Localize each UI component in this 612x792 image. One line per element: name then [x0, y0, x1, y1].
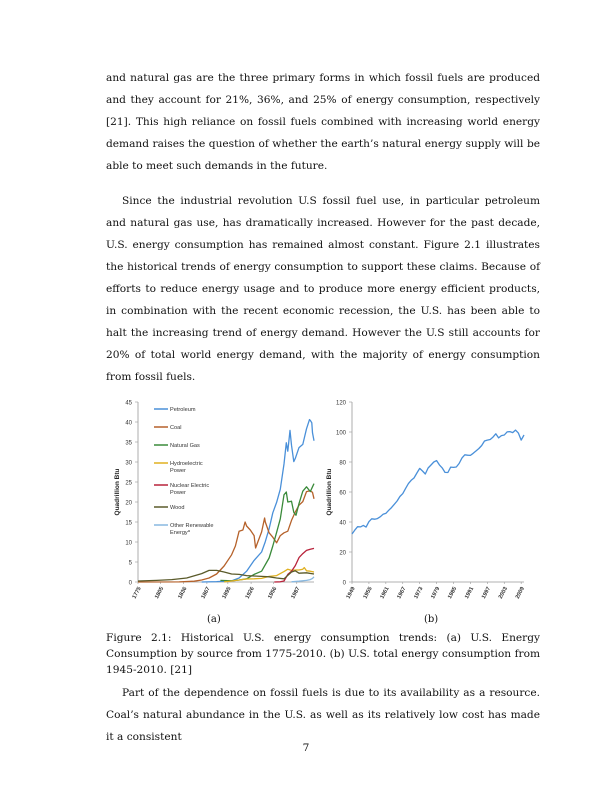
figure-caption: Figure 2.1: Historical U.S. energy consumption trends: (a) U.S. Energy Consumption by source from 1775-2010. (b) U.S. total energy consumption from 1945-2010. [21]	[106, 632, 540, 676]
x-tick-label: 1836	[177, 586, 189, 600]
chart-a-svg	[110, 392, 320, 610]
x-tick-label: 1961	[379, 586, 391, 600]
legend-item-hydroelectric-power	[154, 461, 203, 474]
body-paragraph-2: Since the industrial revolution U.S fossil fuel use, in particular petroleum and natural gas use, has dramatically increased. However for the past decade, U.S. energy consumption has remained almost constant. Figure 2.1 illustrates the historical trends of energy consumption to support these claims. Because of efforts to reduce energy usage and to produce more energy efficient products, in combination with the recent economic recession, the U.S. has been able to halt the increasing trend of energy demand. However the U.S still accounts for 20% of total world energy demand, with the majority of energy consumption from fossil fuels.	[106, 195, 540, 383]
legend-label: Power	[170, 468, 186, 474]
legend-label: Nuclear Electric	[170, 483, 210, 489]
x-tick-label: 2009	[514, 586, 526, 600]
figure-b-chart	[322, 392, 534, 610]
legend-label: Natural Gas	[170, 443, 200, 449]
x-tick-label: 1985	[447, 586, 459, 600]
legend-label: Power	[170, 490, 186, 496]
x-tick-label: 1955	[362, 586, 374, 600]
chart-b-svg	[322, 392, 534, 610]
x-tick-label: 1956	[267, 586, 279, 600]
figure-b-label: (b)	[424, 614, 439, 625]
series-line-petroleum	[202, 420, 314, 582]
legend-item-wood	[154, 505, 185, 511]
figure-a-label: (a)	[207, 614, 221, 625]
y-tick-label: 100	[335, 430, 346, 437]
y-tick-label: 0	[342, 580, 346, 587]
figure-a-chart	[110, 392, 320, 610]
y-axis-label: Quadrillion Btu	[326, 468, 333, 516]
y-tick-label: 45	[125, 400, 132, 407]
legend-label: Other Renewable	[170, 523, 214, 529]
y-tick-label: 5	[128, 560, 132, 567]
legend-item-other-renewable-energy	[154, 523, 214, 536]
y-tick-label: 120	[335, 400, 346, 407]
x-tick-label: 1949	[345, 586, 357, 600]
y-tick-label: 35	[125, 440, 132, 447]
x-tick-label: 1867	[200, 586, 212, 600]
y-tick-label: 10	[125, 540, 132, 547]
series-line-wood	[138, 570, 314, 581]
legend-label: Energy$^a$	[170, 528, 190, 536]
x-tick-label: 1805	[154, 586, 166, 600]
x-tick-label: 1926	[244, 586, 256, 600]
legend-label: Hydroelectric	[170, 461, 203, 467]
series-line-natural-gas	[220, 484, 314, 581]
legend-superscript: a	[187, 528, 190, 533]
x-tick-label: 1997	[480, 586, 493, 600]
y-tick-label: 15	[125, 520, 132, 527]
legend-item-coal	[154, 425, 182, 431]
series-line-coal	[138, 491, 314, 582]
x-tick-label: 2003	[497, 586, 510, 600]
y-tick-label: 30	[125, 460, 132, 467]
x-tick-label: 1987	[290, 586, 302, 600]
y-tick-label: 0	[128, 580, 132, 587]
series-line-total	[352, 430, 524, 534]
x-tick-label: 1967	[396, 586, 408, 600]
y-tick-label: 60	[339, 490, 346, 497]
x-tick-label: 1991	[464, 586, 476, 600]
y-axis-label: Quadrillion Btu	[114, 468, 121, 516]
legend-item-petroleum	[154, 407, 196, 413]
x-tick-label: 1775	[131, 586, 143, 600]
x-tick-label: 1979	[430, 586, 442, 600]
x-tick-label: 1895	[221, 586, 233, 600]
x-tick-label: 1973	[413, 586, 425, 600]
y-tick-label: 20	[339, 550, 346, 557]
legend-label: Wood	[170, 505, 185, 511]
y-tick-label: 40	[339, 520, 346, 527]
y-tick-label: 40	[125, 420, 132, 427]
legend-label: Coal	[170, 425, 182, 431]
y-tick-label: 25	[125, 480, 132, 487]
body-paragraph-3: Part of the dependence on fossil fuels is due to its availability as a resource. Coal’s natural abundance in the U.S. as well as its relatively low cost has made it a consistent	[106, 687, 540, 743]
page-number: 7	[302, 742, 310, 754]
series-line-nuclear-electric-power	[274, 548, 314, 582]
body-paragraph-1: and natural gas are the three primary forms in which fossil fuels are produced and they account for 21%, 36%, and 25% of energy consumption, respectively [21]. This high reliance on fossil fuels combined with increasing world energy demand raises the question of whether the earth’s natural energy supply will be able to meet such demands in the future.	[106, 72, 540, 172]
legend-item-natural-gas	[154, 443, 200, 449]
y-tick-label: 20	[125, 500, 132, 507]
legend-item-nuclear-electric-power	[154, 483, 209, 496]
series-line-other-renewable-energy	[292, 577, 315, 582]
legend-label: Petroleum	[170, 407, 196, 413]
y-tick-label: 80	[339, 460, 346, 467]
